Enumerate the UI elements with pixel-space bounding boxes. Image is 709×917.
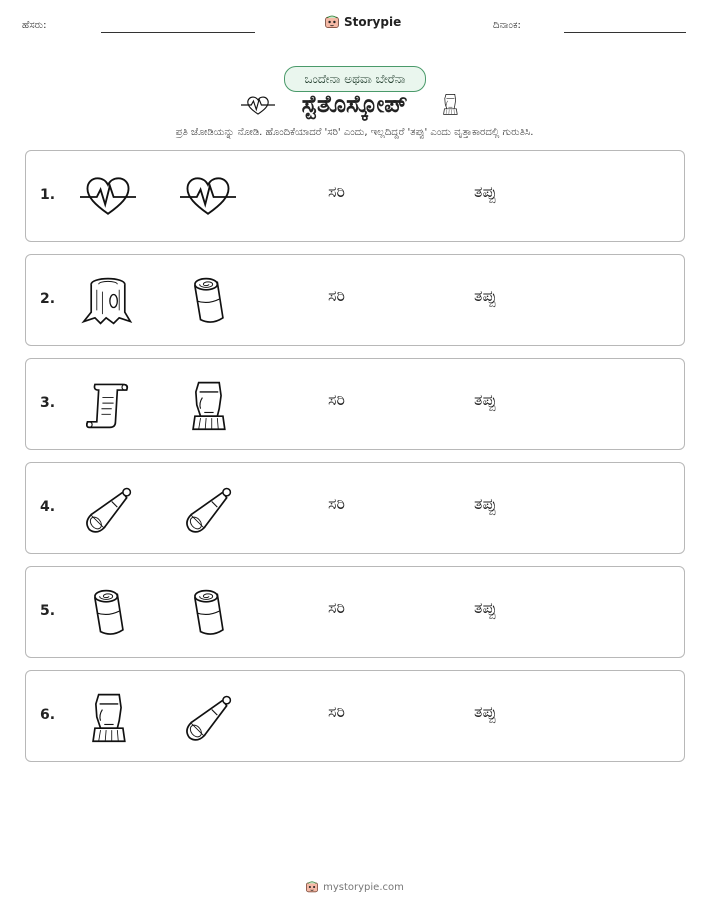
option-different[interactable]: ತಪ್ಪು [474, 286, 497, 305]
question-row [25, 254, 685, 346]
storypie-icon [324, 14, 340, 30]
moai-icon [80, 689, 136, 745]
option-same[interactable]: ಸರಿ [328, 286, 345, 305]
storypie-icon [305, 880, 319, 894]
question-number: 5. [40, 603, 56, 619]
heartbeat-icon [180, 169, 236, 225]
footer [0, 880, 709, 894]
scroll-icon [80, 377, 136, 433]
moai-icon [438, 89, 462, 119]
question-row [25, 566, 685, 658]
tree-stump-icon [80, 273, 136, 329]
log-roll-icon [180, 273, 236, 329]
brand-name: Storypie [344, 15, 402, 29]
option-different[interactable]: ತಪ್ಪು [474, 702, 497, 721]
option-different[interactable]: ತಪ್ಪು [474, 494, 497, 513]
brand-logo [324, 14, 401, 30]
instructions: ಪ್ರತಿ ಜೋಡಿಯನ್ನು ನೋಡಿ. ಹೊಂದಿಕೆಯಾದರೆ 'ಸರಿ' ಎಂದು, ಇಲ್ಲದಿದ್ದರೆ 'ತಪ್ಪು' ಎಂದು ವೃತ್ತಾಕಾರದಲ್ಲಿ ಗುರುತಿಸಿ. [175, 127, 534, 138]
option-different[interactable]: ತಪ್ಪು [474, 390, 497, 409]
question-number: 6. [40, 707, 56, 723]
moai-icon [180, 377, 236, 433]
horn-icon [180, 481, 236, 537]
option-same[interactable]: ಸರಿ [328, 598, 345, 617]
category-badge: ಒಂದೇನಾ ಅಥವಾ ಬೇರೆನಾ [284, 66, 426, 92]
option-same[interactable]: ಸರಿ [328, 702, 345, 721]
date-field[interactable] [564, 32, 686, 33]
footer-url[interactable]: mystorypie.com [323, 881, 404, 893]
question-number: 1. [40, 187, 56, 203]
question-row [25, 462, 685, 554]
log-roll-icon [80, 585, 136, 641]
option-different[interactable]: ತಪ್ಪು [474, 182, 497, 201]
question-number: 2. [40, 291, 56, 307]
question-number: 3. [40, 395, 56, 411]
horn-icon [180, 689, 236, 745]
option-different[interactable]: ತಪ್ಪು [474, 598, 497, 617]
date-label: ದಿನಾಂಕ: [493, 20, 521, 31]
option-same[interactable]: ಸರಿ [328, 494, 345, 513]
title-row [0, 88, 709, 124]
option-same[interactable]: ಸರಿ [328, 390, 345, 409]
name-label: ಹೆಸರು: [22, 20, 47, 31]
question-number: 4. [40, 499, 56, 515]
name-field[interactable] [101, 32, 255, 33]
horn-icon [80, 481, 136, 537]
question-row [25, 150, 685, 242]
page-title: ಸ್ಟೆತೊಸ್ಕೋಪ್ [301, 90, 408, 118]
question-row [25, 358, 685, 450]
log-roll-icon [180, 585, 236, 641]
heartbeat-icon [80, 169, 136, 225]
option-same[interactable]: ಸರಿ [328, 182, 345, 201]
worksheet-header [0, 14, 709, 38]
question-row [25, 670, 685, 762]
